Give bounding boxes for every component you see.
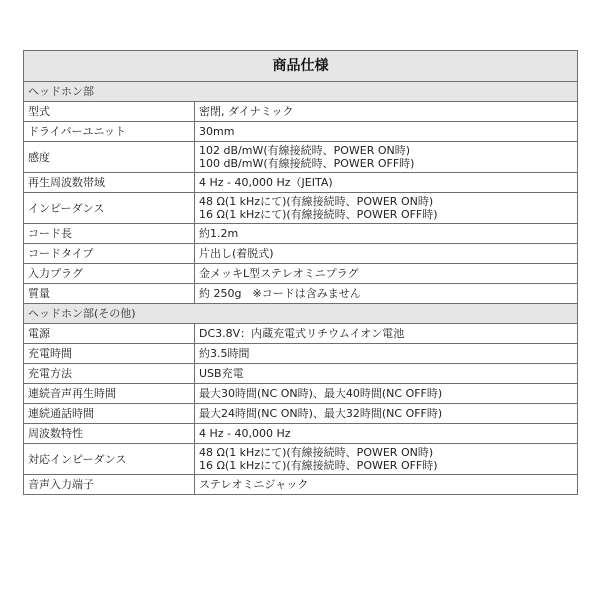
section-header-row (24, 82, 578, 102)
spec-label: コードタイプ (24, 244, 195, 264)
spec-value (195, 444, 578, 475)
spec-value (195, 244, 578, 264)
spec-value-line: DC3.8V：内蔵充電式リチウムイオン電池 (199, 327, 405, 340)
spec-label: 入力プラグ (24, 264, 195, 284)
table-row (24, 344, 578, 364)
table-row (24, 224, 578, 244)
spec-value (195, 102, 578, 122)
spec-table (23, 50, 578, 495)
spec-value (195, 122, 578, 142)
spec-label: 充電方法 (24, 364, 195, 384)
spec-value-line: 最大24時間(NC ON時)、最大32時間(NC OFF時) (199, 407, 443, 420)
spec-label: 連続音声再生時間 (24, 384, 195, 404)
spec-value-line: 金メッキL型ステレオミニプラグ (199, 267, 359, 280)
table-row (24, 142, 578, 173)
spec-label: 連続通話時間 (24, 404, 195, 424)
table-row (24, 404, 578, 424)
spec-value-line: 16 Ω(1 kHzにて)(有線接続時、POWER OFF時) (199, 459, 438, 472)
spec-value-line: 4 Hz - 40,000 Hz（JEITA) (199, 176, 333, 189)
table-row (24, 324, 578, 344)
table-row (24, 173, 578, 193)
table-row (24, 193, 578, 224)
spec-value-line: ステレオミニジャック (199, 478, 309, 491)
spec-value (195, 142, 578, 173)
spec-label: 音声入力端子 (24, 475, 195, 495)
spec-value (195, 284, 578, 304)
spec-value-line: 約1.2m (199, 227, 239, 240)
spec-value (195, 173, 578, 193)
spec-label: 周波数特性 (24, 424, 195, 444)
table-row (24, 244, 578, 264)
spec-value (195, 193, 578, 224)
spec-value-line: 片出し(着脱式) (199, 247, 274, 260)
spec-value-line: 密閉, ダイナミック (199, 105, 294, 118)
spec-value (195, 384, 578, 404)
spec-value (195, 475, 578, 495)
spec-value-line: 100 dB/mW(有線接続時、POWER OFF時) (199, 157, 415, 170)
table-row (24, 364, 578, 384)
spec-value-line: USB充電 (199, 367, 244, 380)
spec-label: ドライバーユニット (24, 122, 195, 142)
spec-table-body (24, 51, 578, 495)
section-heading: ヘッドホン部(その他) (24, 304, 578, 324)
spec-label: コード長 (24, 224, 195, 244)
spec-label: 質量 (24, 284, 195, 304)
spec-value-line: 102 dB/mW(有線接続時、POWER ON時) (199, 144, 411, 157)
spec-label: 型式 (24, 102, 195, 122)
table-row (24, 102, 578, 122)
spec-value (195, 344, 578, 364)
table-row (24, 384, 578, 404)
table-row (24, 122, 578, 142)
spec-value-line: 約3.5時間 (199, 347, 250, 360)
spec-label: 再生周波数帯域 (24, 173, 195, 193)
spec-value (195, 404, 578, 424)
spec-label: 電源 (24, 324, 195, 344)
table-row (24, 284, 578, 304)
spec-value (195, 224, 578, 244)
spec-value-line: 48 Ω(1 kHzにて)(有線接続時、POWER ON時) (199, 446, 434, 459)
spec-value-line: 約 250g ※コードは含みません (199, 287, 361, 300)
spec-value-line: 最大30時間(NC ON時)、最大40時間(NC OFF時) (199, 387, 443, 400)
section-heading: ヘッドホン部 (24, 82, 578, 102)
spec-label: インピーダンス (24, 193, 195, 224)
title-row (24, 51, 578, 82)
spec-value-line: 4 Hz - 40,000 Hz (199, 427, 291, 440)
spec-value (195, 324, 578, 344)
spec-value (195, 424, 578, 444)
spec-value (195, 264, 578, 284)
spec-value (195, 364, 578, 384)
spec-label: 充電時間 (24, 344, 195, 364)
spec-value-line: 30mm (199, 125, 235, 138)
section-header-row (24, 304, 578, 324)
table-row (24, 264, 578, 284)
spec-value-line: 48 Ω(1 kHzにて)(有線接続時、POWER ON時) (199, 195, 434, 208)
table-row (24, 424, 578, 444)
table-title: 商品仕様 (24, 51, 578, 82)
spec-value-line: 16 Ω(1 kHzにて)(有線接続時、POWER OFF時) (199, 208, 438, 221)
spec-label: 対応インピーダンス (24, 444, 195, 475)
spec-label: 感度 (24, 142, 195, 173)
table-row (24, 444, 578, 475)
table-row (24, 475, 578, 495)
